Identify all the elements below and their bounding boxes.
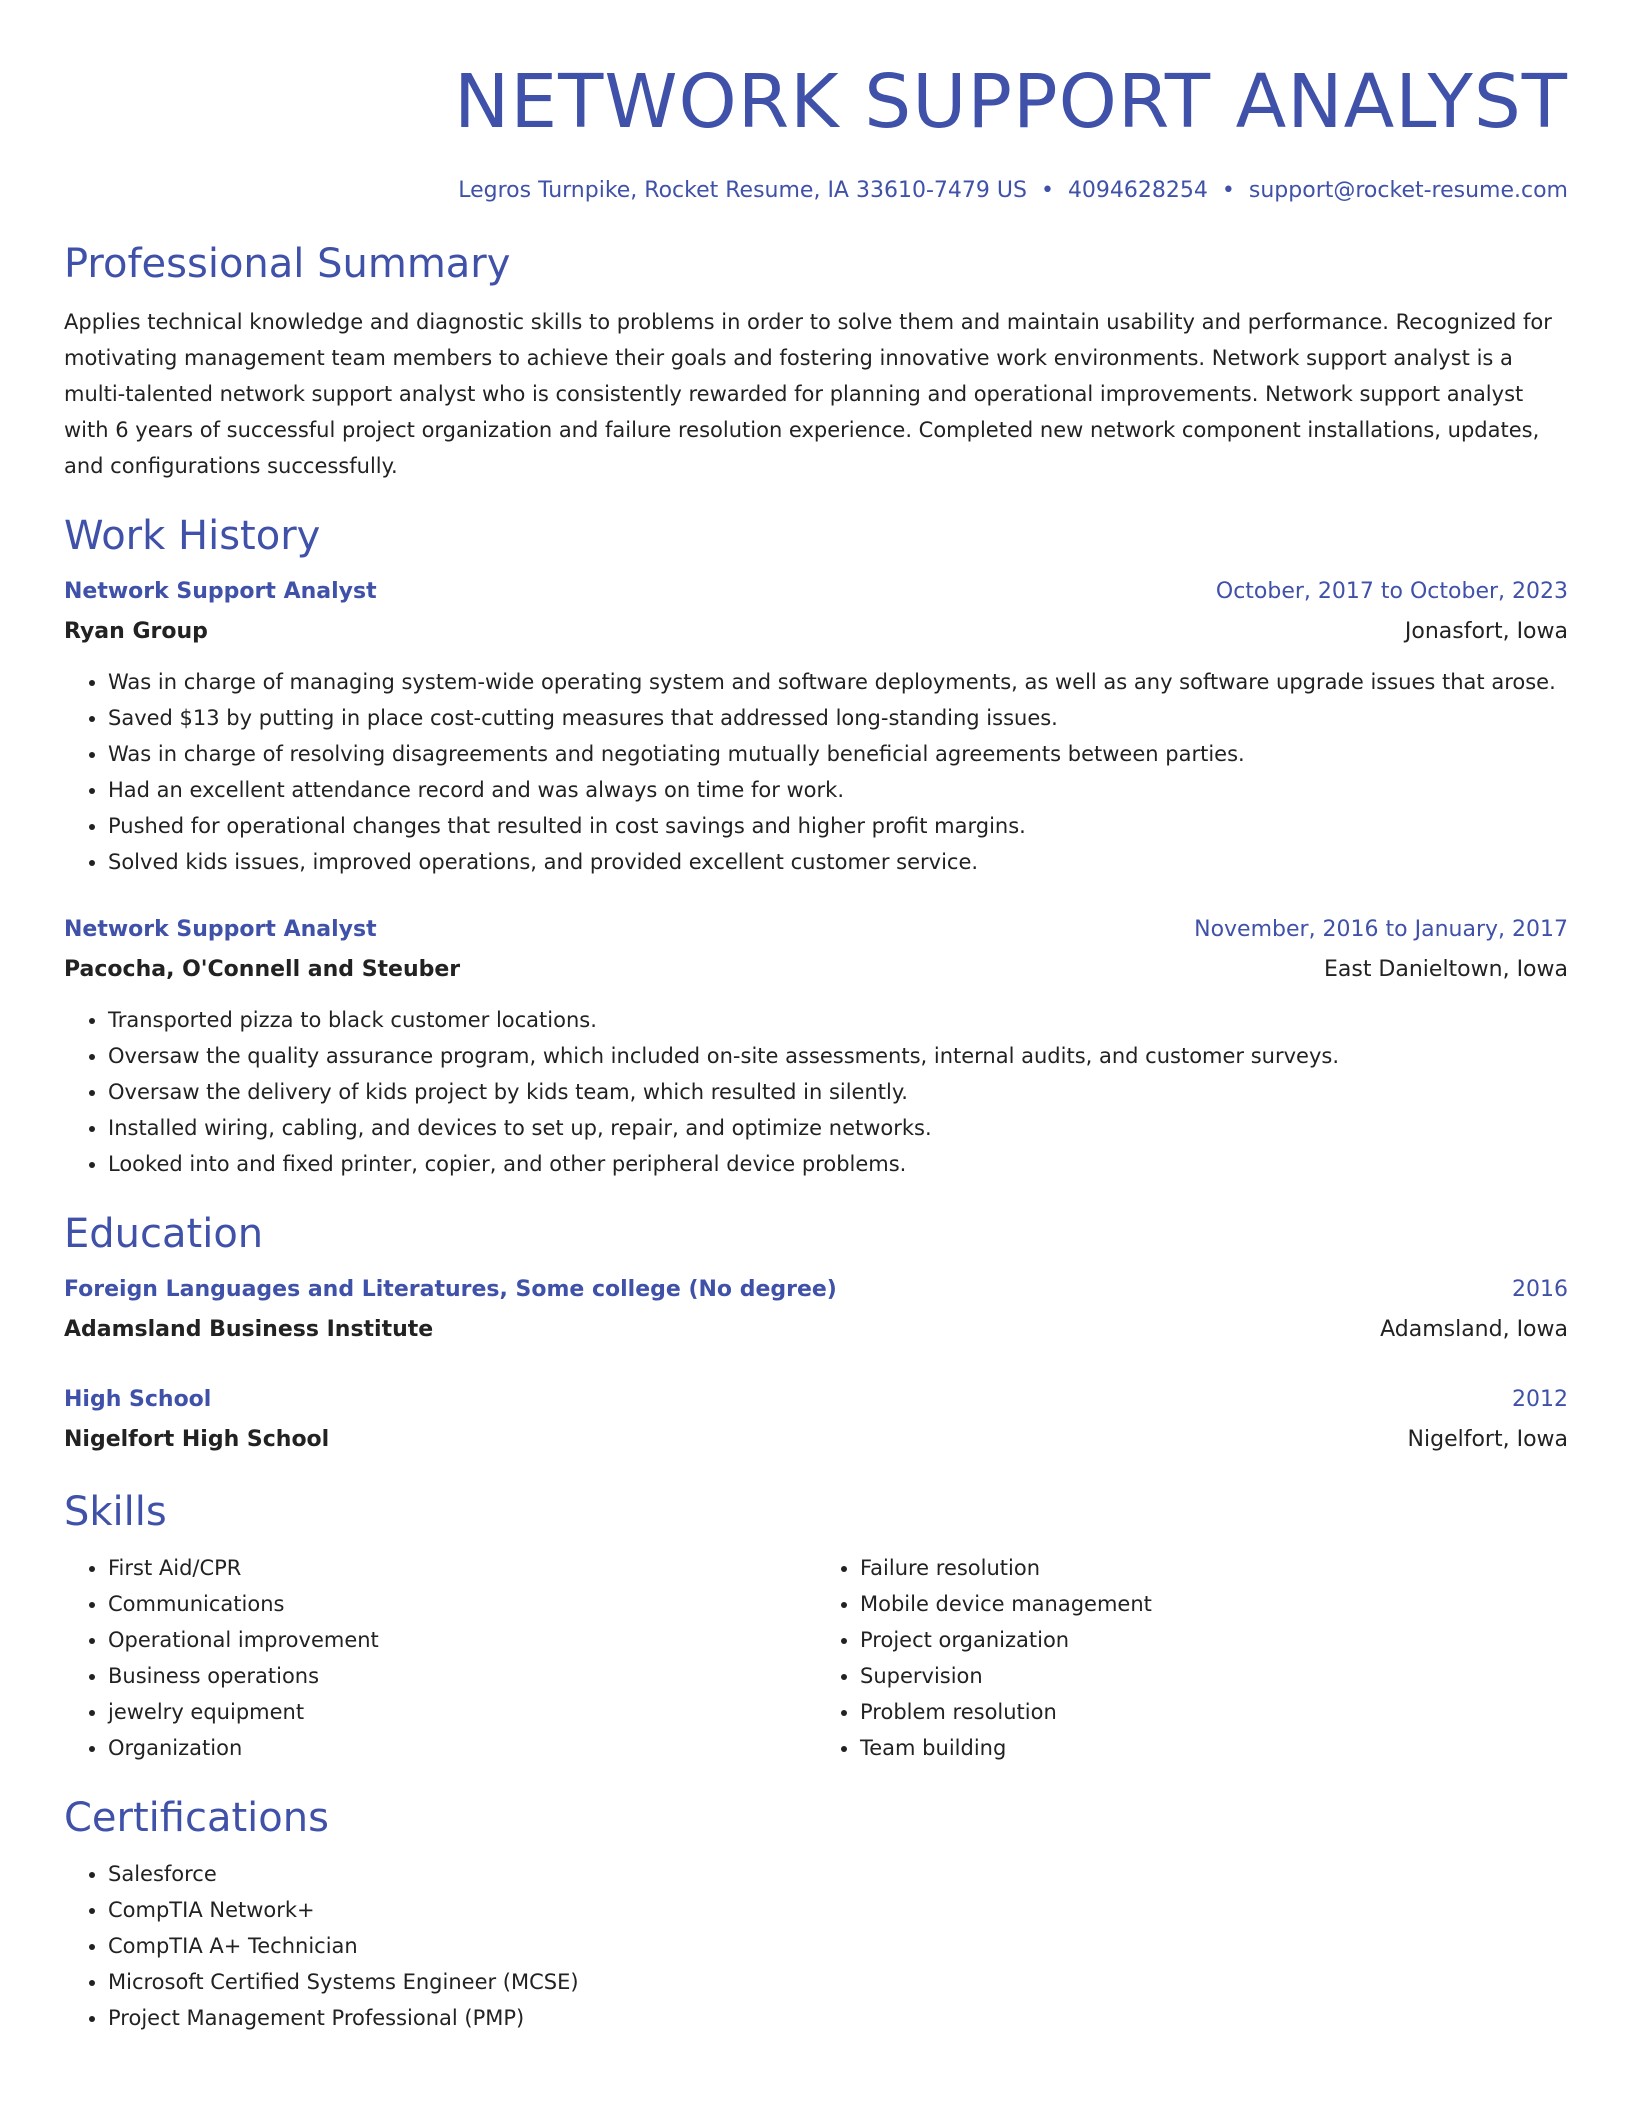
education-year: 2016 [1512,1277,1568,1302]
job-bullets [64,1002,1568,1182]
contact-line [64,176,1568,206]
summary-heading: Professional Summary [64,241,511,287]
summary-text: Applies technical knowledge and diagnostic skills to problems in order to solve them and maintain usability and performance. Recognized for motivating management team members to achieve their goals and fostering innovative work environments. Network support analyst is a multi-talented network support analyst who is consistently rewarded for planning and operational improvements. Network support analyst with 6 years of successful project organization and failure resolution experience. Completed new network component installations, updates, and configurations successfully. [64,310,1552,478]
skill-item: • Communications [108,1586,816,1622]
certification-item: • Salesforce [108,1856,1568,1892]
education-school: Adamsland Business Institute [64,1317,434,1342]
job-dates: October, 2017 to October, 2023 [1215,579,1568,604]
contact-phone: 4094628254 [1067,178,1208,203]
job-location: East Danieltown, Iowa [1323,957,1568,982]
skills-heading: Skills [64,1489,167,1535]
education-degree: High School [64,1387,212,1412]
education-location: Nigelfort, Iowa [1407,1427,1568,1452]
skills-columns [64,1550,1568,1766]
work-history-heading: Work History [64,513,321,559]
skill-item: • Business operations [108,1658,816,1694]
skills-section [64,1486,1568,1766]
contact-address: Legros Turnpike, Rocket Resume, IA 33610-7479 US [458,178,1027,203]
contact-email[interactable]: support@rocket-resume.com [1248,178,1568,203]
education-year: 2012 [1512,1387,1568,1412]
job-bullet: • Installed wiring, cabling, and devices to set up, repair, and optimize networks. [108,1110,1568,1146]
certifications-section [64,1792,1568,2036]
certifications-list [64,1856,1568,2036]
job-bullets [64,664,1568,880]
education-school: Nigelfort High School [64,1427,330,1452]
job-company: Ryan Group [64,619,208,644]
certification-item: • Microsoft Certified Systems Engineer (MCSE) [108,1964,1568,2000]
skill-item: • jewelry equipment [108,1694,816,1730]
job-bullet: • Pushed for operational changes that resulted in cost savings and higher profit margins. [108,808,1568,844]
skill-item: • Mobile device management [860,1586,1568,1622]
job-bullet: • Oversaw the quality assurance program, which included on-site assessments, internal audits, and customer surveys. [108,1038,1568,1074]
job-dates: November, 2016 to January, 2017 [1194,917,1568,942]
job-entry [64,572,1568,880]
contact-separator: • [1221,178,1235,203]
skill-item: • Supervision [860,1658,1568,1694]
job-bullet: • Was in charge of resolving disagreements and negotiating mutually beneficial agreements between parties. [108,736,1568,772]
skill-item: • First Aid/CPR [108,1550,816,1586]
candidate-title: NETWORK SUPPORT ANALYST [454,59,1568,145]
skill-item: • Failure resolution [860,1550,1568,1586]
job-bullet: • Was in charge of managing system-wide operating system and software deployments, as well as any software upgrade issues that arose. [108,664,1568,700]
skill-item: • Organization [108,1730,816,1766]
job-bullet: • Had an excellent attendance record and was always on time for work. [108,772,1568,808]
job-bullet: • Transported pizza to black customer locations. [108,1002,1568,1038]
certification-item: • Project Management Professional (PMP) [108,2000,1568,2036]
education-entry [64,1380,1568,1460]
job-company: Pacocha, O'Connell and Steuber [64,957,461,982]
job-bullet: • Oversaw the delivery of kids project by kids team, which resulted in silently. [108,1074,1568,1110]
education-section [64,1208,1568,1460]
work-history-section [64,510,1568,1182]
skill-item: • Operational improvement [108,1622,816,1658]
education-entry [64,1270,1568,1350]
skill-item: • Problem resolution [860,1694,1568,1730]
job-bullet: • Looked into and fixed printer, copier, and other peripheral device problems. [108,1146,1568,1182]
job-bullet: • Solved kids issues, improved operations, and provided excellent customer service. [108,844,1568,880]
skills-right-column [816,1550,1568,1766]
education-location: Adamsland, Iowa [1380,1317,1568,1342]
certifications-heading: Certifications [64,1795,329,1841]
job-role: Network Support Analyst [64,579,377,604]
job-bullet: • Saved $13 by putting in place cost-cutting measures that addressed long-standing issues. [108,700,1568,736]
skill-item: • Team building [860,1730,1568,1766]
resume-header [64,52,1568,206]
job-entry [64,910,1568,1182]
education-degree: Foreign Languages and Literatures, Some college (No degree) [64,1277,837,1302]
job-role: Network Support Analyst [64,917,377,942]
contact-separator: • [1040,178,1054,203]
job-location: Jonasfort, Iowa [1404,619,1568,644]
certification-item: • CompTIA Network+ [108,1892,1568,1928]
certification-item: • CompTIA A+ Technician [108,1928,1568,1964]
summary-section [64,238,1568,484]
education-heading: Education [64,1211,264,1257]
skills-left-column [64,1550,816,1766]
skill-item: • Project organization [860,1622,1568,1658]
